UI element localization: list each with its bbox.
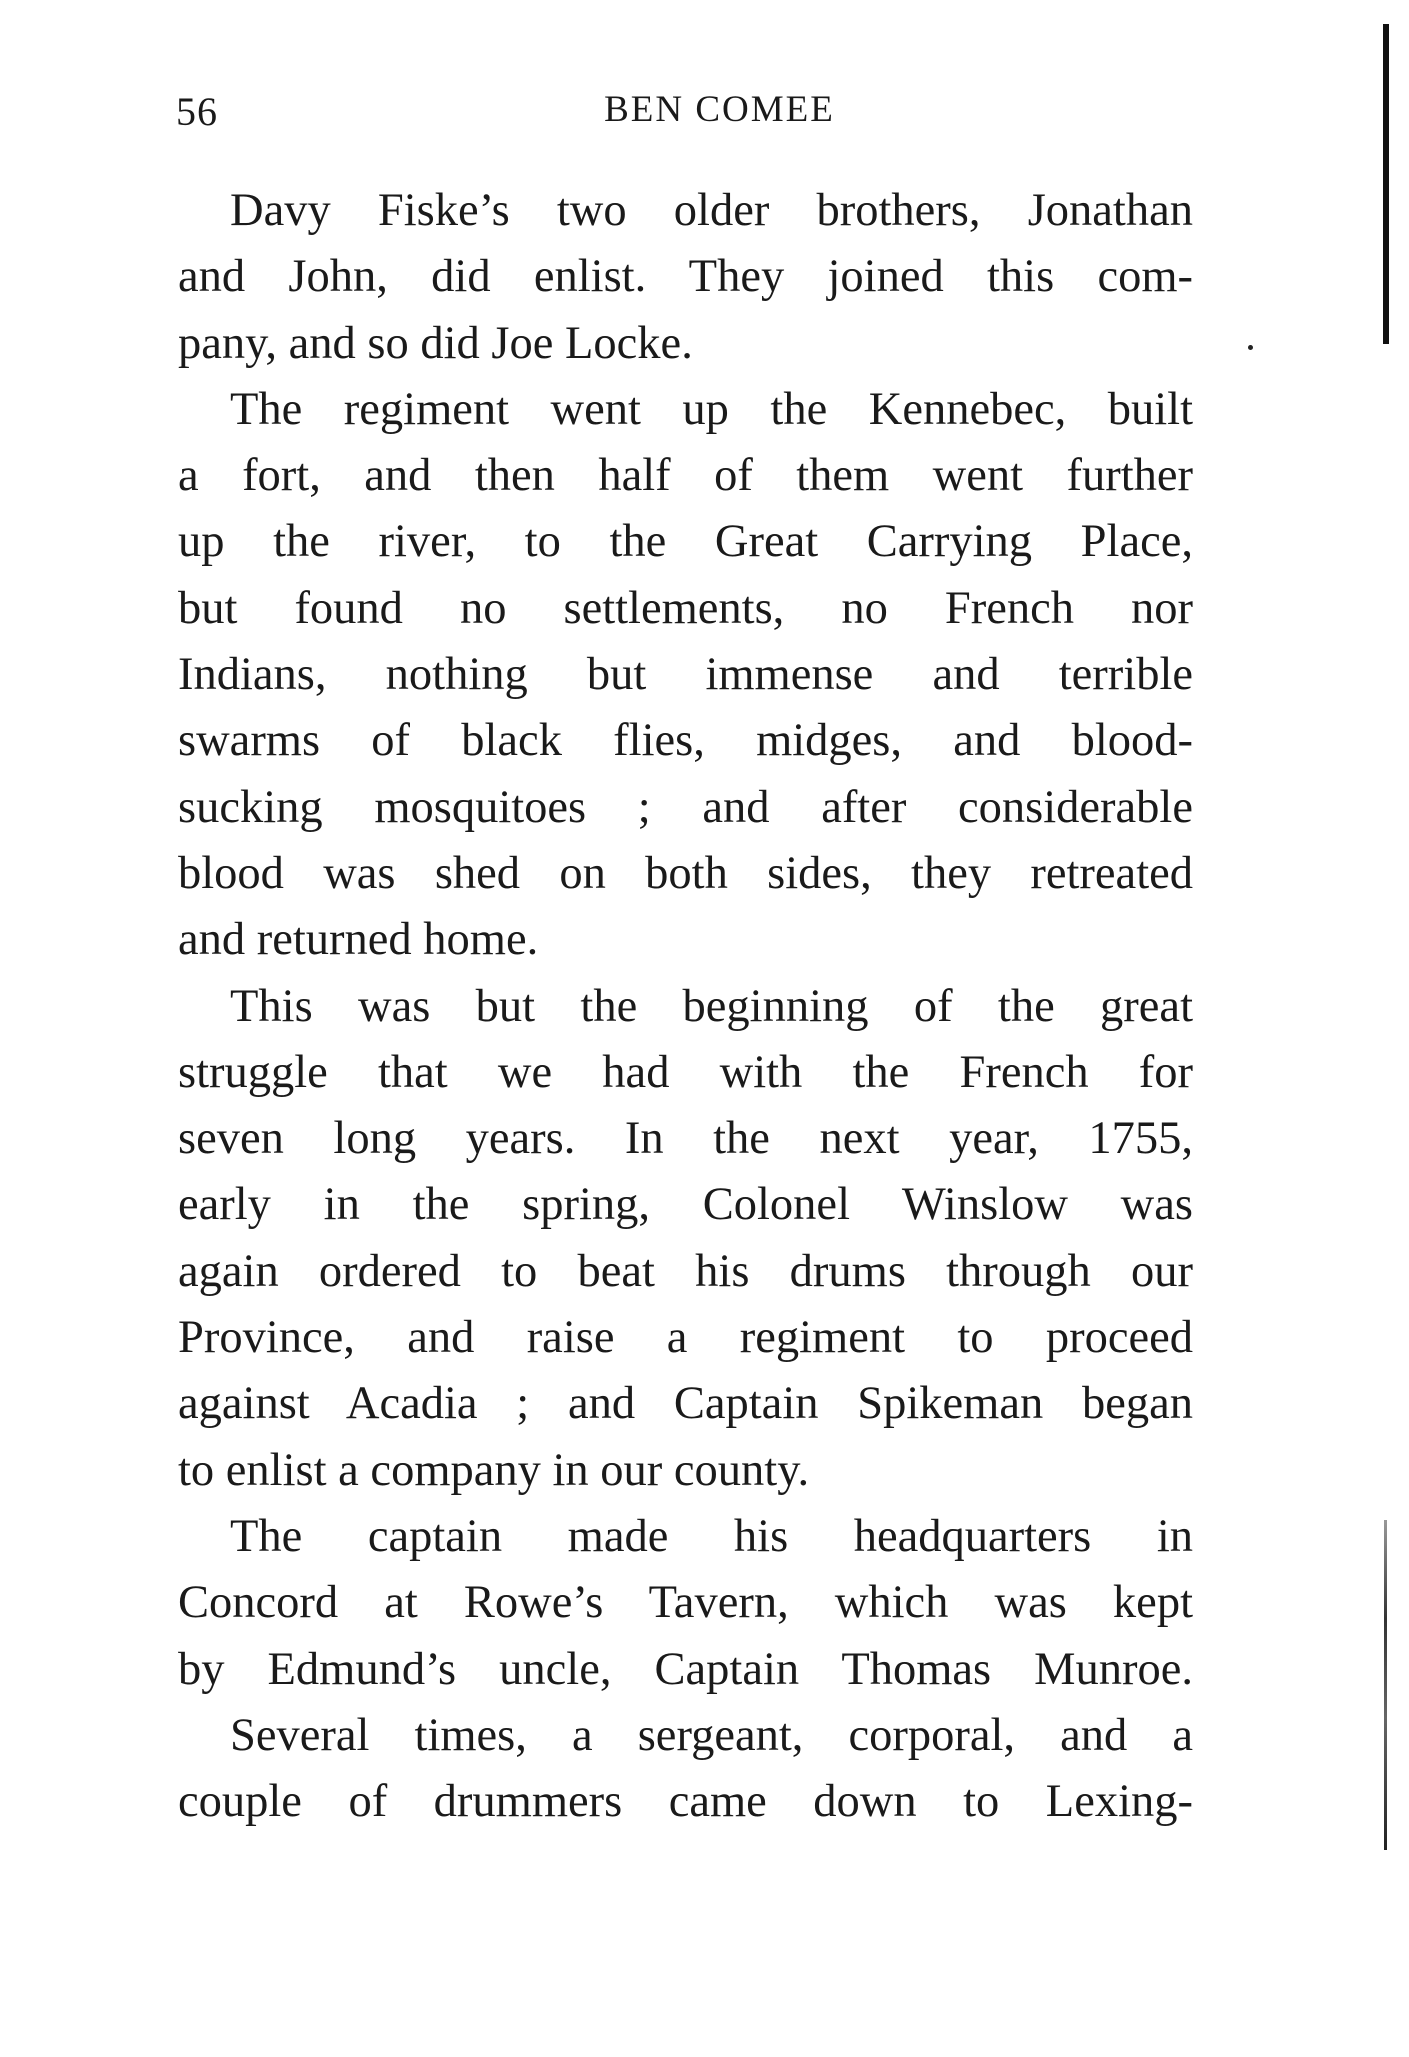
text-line: This was but the beginning of the great: [230, 980, 1193, 1032]
page-body: [178, 178, 1193, 1835]
running-title: BEN COMEE: [604, 89, 835, 130]
page-number: 56: [176, 89, 218, 134]
text-line: struggle that we had with the French for: [178, 1046, 1193, 1098]
text-line: early in the spring, Colonel Winslow was: [178, 1179, 1193, 1231]
text-line: Indians, nothing but immense and terrible: [178, 649, 1193, 701]
text-line: Several times, a sergeant, corporal, and a: [230, 1709, 1193, 1761]
text-line: Davy Fiske’s two older brothers, Jonathan: [230, 185, 1193, 236]
text-line: Concord at Rowe’s Tavern, which was kept: [178, 1577, 1193, 1629]
text-line: to enlist a company in our county.: [178, 1444, 810, 1496]
text-line: pany, and so did Joe Locke.: [178, 317, 693, 369]
text-line: by Edmund’s uncle, Captain Thomas Munroe.: [178, 1643, 1193, 1695]
binding-edge-shadow-lower: [1384, 1520, 1387, 1850]
text-line: seven long years. In the next year, 1755,: [178, 1113, 1193, 1165]
text-line: against Acadia ; and Captain Spikeman began: [178, 1378, 1193, 1430]
text-line: sucking mosquitoes ; and after considerable: [178, 781, 1193, 833]
text-line: up the river, to the Great Carrying Place,: [178, 516, 1193, 568]
binding-edge-shadow: [1383, 24, 1389, 344]
text-line: The regiment went up the Kennebec, built: [230, 383, 1193, 435]
text-line: again ordered to beat his drums through our: [178, 1245, 1193, 1297]
text-line: couple of drummers came down to Lexing-: [178, 1776, 1193, 1828]
text-line: swarms of black flies, midges, and blood-: [178, 715, 1193, 767]
text-line: blood was shed on both sides, they retreated: [178, 847, 1193, 899]
ink-speck: [1248, 345, 1253, 350]
text-line: but found no settlements, no French nor: [178, 582, 1193, 634]
text-line: The captain made his headquarters in: [230, 1510, 1193, 1562]
text-line: a fort, and then half of them went further: [178, 450, 1193, 502]
text-line: Province, and raise a regiment to proceed: [178, 1312, 1193, 1364]
text-line: and returned home.: [178, 914, 539, 966]
text-line: and John, did enlist. They joined this com-: [178, 251, 1193, 303]
